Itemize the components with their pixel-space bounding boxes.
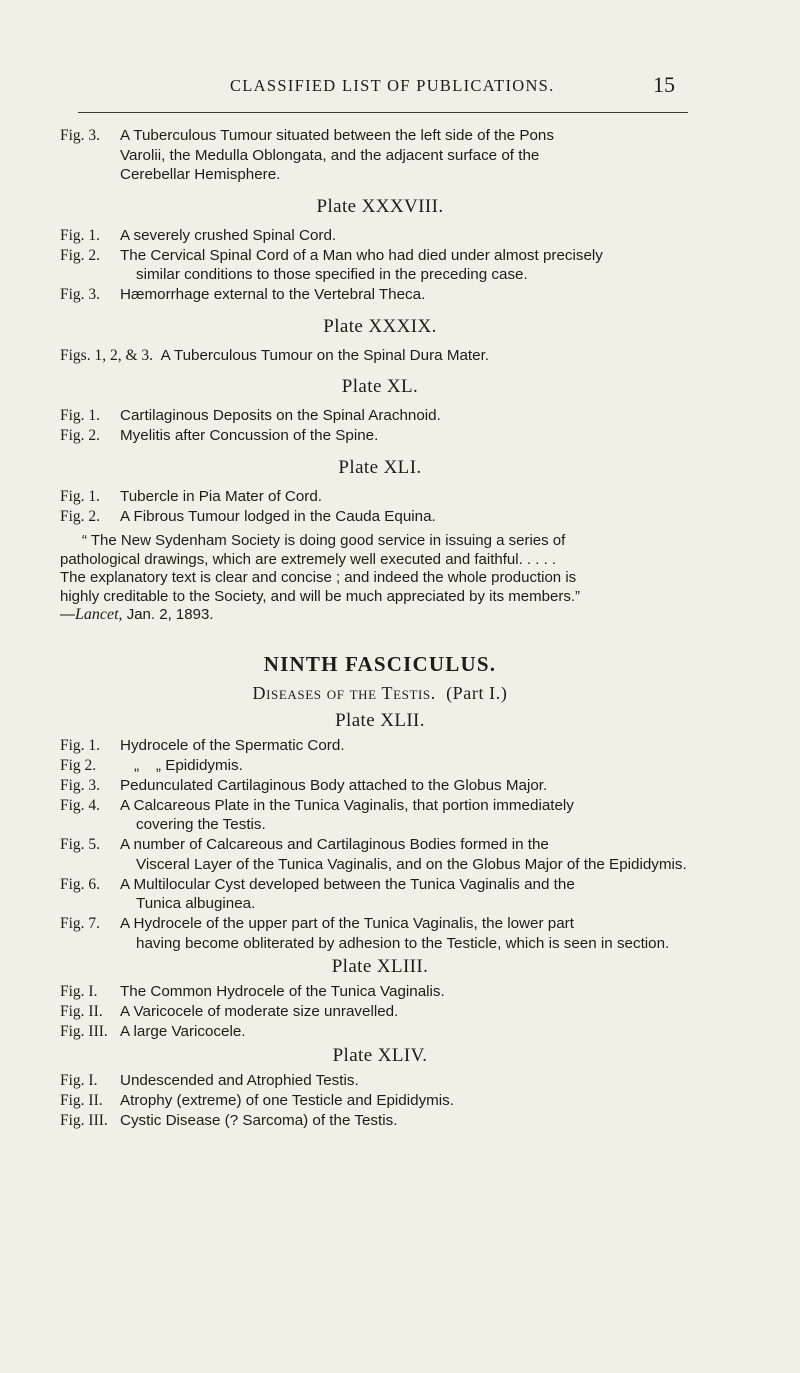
figure-label: Fig. III. bbox=[60, 1111, 108, 1129]
figure-label: Fig. I. bbox=[60, 983, 98, 1000]
figure-entry bbox=[60, 875, 700, 914]
figure-entry bbox=[60, 285, 700, 305]
figure-caption-continuation: similar conditions to those specified in the preceding case. bbox=[136, 266, 528, 283]
running-head bbox=[0, 72, 800, 102]
figure-caption: A Hydrocele of the upper part of the Tunica Vaginalis, the lower part bbox=[120, 915, 574, 932]
figure-entry bbox=[60, 1002, 700, 1022]
figure-caption: A large Varicocele. bbox=[120, 1023, 246, 1040]
quotation-line: highly creditable to the Society, and will be much appreciated by its members.” bbox=[60, 587, 580, 605]
plate-heading: Plate XLII. bbox=[335, 709, 425, 731]
plate-heading: Plate XXXVIII. bbox=[316, 195, 444, 217]
running-title: CLASSIFIED LIST OF PUBLICATIONS. bbox=[230, 76, 555, 95]
figure-label: Fig. II. bbox=[60, 1003, 103, 1020]
figure-entry bbox=[60, 226, 700, 246]
figure-caption: A number of Calcareous and Cartilaginous Bodies formed in the bbox=[120, 836, 549, 853]
figure-label: Fig. 1. bbox=[60, 736, 101, 754]
figure-label: Fig. 1. bbox=[60, 407, 101, 424]
plate-heading: Plate XLI. bbox=[338, 456, 422, 478]
header-rule bbox=[78, 112, 688, 113]
figure-entry bbox=[60, 507, 700, 527]
figure-label: Fig. 3. bbox=[60, 776, 101, 794]
figure-entry bbox=[60, 982, 700, 1002]
figure-caption: „ „ Epididymis. bbox=[134, 756, 243, 774]
figure-entry bbox=[60, 736, 700, 756]
figure-caption: Tubercle in Pia Mater of Cord. bbox=[120, 487, 323, 505]
figure-entry bbox=[60, 914, 700, 953]
figure-label: Fig. 3. bbox=[60, 127, 101, 144]
figure-caption: A Varicocele of moderate size unravelled. bbox=[120, 1003, 399, 1020]
figure-label: Fig. 3. bbox=[60, 286, 101, 303]
figure-caption-line: Varolii, the Medulla Oblongata, and the adjacent surface of the bbox=[120, 146, 540, 164]
figure-label: Figs. 1, 2, & 3. bbox=[60, 346, 154, 364]
figure-label: Fig. 2. bbox=[60, 507, 101, 525]
figure-label: Fig. 4. bbox=[60, 796, 101, 814]
figure-entry bbox=[60, 346, 700, 366]
figure-entry bbox=[60, 796, 700, 835]
quotation-line: pathological drawings, which are extremely well executed and faithful. . . . . bbox=[60, 550, 557, 568]
figure-entry bbox=[60, 1091, 700, 1111]
figure-entry bbox=[60, 487, 700, 507]
figure-entry bbox=[60, 835, 700, 874]
section-subtitle bbox=[60, 683, 700, 704]
figure-label: Fig. 1. bbox=[60, 487, 101, 505]
figure-caption: A Multilocular Cyst developed between the Tunica Vaginalis and the bbox=[120, 875, 575, 893]
figure-label: Fig. III. bbox=[60, 1023, 108, 1040]
plate-heading: Plate XL. bbox=[341, 376, 419, 397]
figure-entry bbox=[60, 126, 700, 185]
figure-entry bbox=[60, 426, 700, 446]
figure-label: Fig. 1. bbox=[60, 226, 101, 244]
figure-caption-continuation: Tunica albuginea. bbox=[136, 895, 256, 912]
figure-label: Fig. II. bbox=[60, 1091, 103, 1109]
attribution-dash: — bbox=[60, 606, 75, 623]
figure-entry bbox=[60, 1071, 700, 1091]
figure-caption: Myelitis after Concussion of the Spine. bbox=[120, 427, 379, 444]
figure-label: Fig. I. bbox=[60, 1071, 98, 1089]
section-subtitle-main: Diseases of the Testis. bbox=[252, 682, 436, 703]
figure-caption: Hæmorrhage external to the Vertebral Theca. bbox=[120, 286, 426, 303]
figure-caption: Cartilaginous Deposits on the Spinal Arachnoid. bbox=[120, 407, 441, 424]
figure-caption: A severely crushed Spinal Cord. bbox=[120, 226, 337, 244]
page-number: 15 bbox=[653, 72, 675, 97]
figure-caption-line: Cerebellar Hemisphere. bbox=[120, 166, 281, 183]
figure-entry bbox=[60, 776, 700, 796]
figure-caption: A Fibrous Tumour lodged in the Cauda Equina. bbox=[120, 507, 436, 525]
figure-label: Fig. 6. bbox=[60, 875, 101, 893]
attribution-date: Jan. 2, 1893. bbox=[122, 606, 214, 623]
figure-caption-continuation: covering the Testis. bbox=[136, 816, 266, 833]
figure-caption-continuation: Visceral Layer of the Tunica Vaginalis, and on the Globus Major of the Epididymis. bbox=[136, 855, 687, 873]
figure-label: Fig. 7. bbox=[60, 915, 101, 932]
figure-caption: Undescended and Atrophied Testis. bbox=[120, 1071, 359, 1089]
figure-caption: A Tuberculous Tumour on the Spinal Dura Mater. bbox=[160, 346, 490, 364]
figure-entry bbox=[60, 1111, 700, 1131]
quotation-line: The explanatory text is clear and concise ; and indeed the whole production is bbox=[60, 569, 577, 586]
figure-entry bbox=[60, 1022, 700, 1042]
figure-caption-line: A Tuberculous Tumour situated between the left side of the Pons bbox=[120, 127, 554, 144]
figure-label: Fig. 5. bbox=[60, 836, 101, 853]
quotation-attribution bbox=[60, 606, 700, 625]
figure-caption: The Common Hydrocele of the Tunica Vaginalis. bbox=[120, 983, 445, 1000]
section-subtitle-part: (Part I.) bbox=[446, 682, 508, 703]
page-body bbox=[60, 126, 700, 1131]
plate-heading: Plate XLIII. bbox=[331, 956, 429, 977]
figure-label: Fig. 2. bbox=[60, 427, 101, 444]
figure-caption: Atrophy (extreme) of one Testicle and Epididymis. bbox=[120, 1091, 454, 1109]
figure-caption: Hydrocele of the Spermatic Cord. bbox=[120, 736, 345, 754]
figure-caption: The Cervical Spinal Cord of a Man who had died under almost precisely bbox=[120, 246, 603, 264]
section-title: NINTH FASCICULUS. bbox=[263, 651, 497, 676]
figure-caption: Cystic Disease (? Sarcoma) of the Testis. bbox=[120, 1111, 398, 1129]
figure-entry bbox=[60, 406, 700, 426]
figure-caption-continuation: having become obliterated by adhesion to the Testicle, which is seen in section. bbox=[136, 934, 670, 952]
figure-caption: A Calcareous Plate in the Tunica Vaginalis, that portion immediately bbox=[120, 796, 574, 814]
plate-heading: Plate XXXIX. bbox=[323, 315, 437, 337]
review-quotation bbox=[60, 532, 700, 625]
plate-heading: Plate XLIV. bbox=[332, 1044, 428, 1066]
figure-label: Fig 2. bbox=[60, 756, 97, 774]
quotation-line: “ The New Sydenham Society is doing good service in issuing a series of bbox=[82, 532, 566, 549]
figure-label: Fig. 2. bbox=[60, 246, 101, 264]
figure-entry bbox=[60, 756, 700, 776]
figure-entry bbox=[60, 246, 700, 285]
figure-caption: Pedunculated Cartilaginous Body attached to the Globus Major. bbox=[120, 776, 548, 794]
attribution-source: Lancet, bbox=[75, 606, 123, 623]
